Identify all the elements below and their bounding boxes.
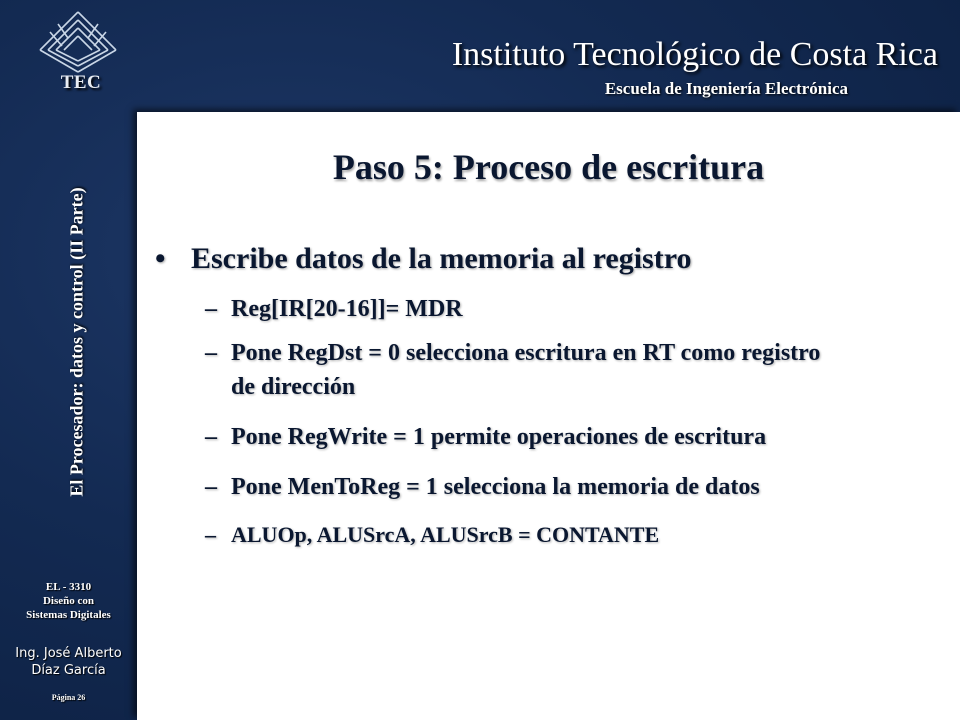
author-line-1: Ing. José Alberto: [15, 646, 122, 661]
course-name-line-2: Sistemas Digitales: [26, 609, 111, 621]
main-bullet-text: Escribe datos de la memoria al registro: [191, 242, 692, 275]
vertical-title: El Procesador: datos y control (II Parte): [66, 187, 87, 497]
institute-name: Instituto Tecnológico de Costa Rica: [451, 36, 938, 73]
sub-bullet-item: [205, 292, 825, 326]
sub-bullet-item: [205, 336, 825, 404]
sub-bullet-item: [205, 470, 825, 504]
sub-bullet-list: [205, 292, 825, 568]
dash-marker: –: [205, 340, 217, 366]
slide-title: Paso 5: Proceso de escritura: [332, 147, 765, 187]
course-code: EL - 3310: [45, 581, 92, 593]
sub-bullet-text: ALUOp, ALUSrcA, ALUSrcB = CONTANTE: [231, 522, 660, 547]
vertical-title-container: [62, 112, 92, 572]
sub-bullet-text: Pone RegDst = 0 selecciona escritura en RT como registro de dirección: [231, 340, 821, 400]
dash-marker: –: [205, 296, 217, 322]
dash-marker: –: [205, 522, 216, 547]
sub-bullet-text: Pone MenToReg = 1 selecciona la memoria de datos: [231, 474, 760, 500]
course-info: [0, 580, 137, 622]
main-bullet: [155, 242, 691, 276]
course-name-line-1: Diseño con: [42, 595, 95, 607]
author-info: [0, 645, 137, 679]
dash-marker: –: [205, 424, 217, 450]
author-line-2: Díaz García: [31, 663, 106, 678]
dash-marker: –: [205, 474, 217, 500]
logo-text: TEC: [60, 72, 102, 93]
sub-bullet-item: [205, 518, 825, 552]
school-name: Escuela de Ingeniería Electrónica: [604, 79, 848, 98]
sub-bullet-text: Reg[IR[20-16]]= MDR: [231, 296, 463, 322]
content-panel: [137, 112, 960, 720]
sub-bullet-item: [205, 420, 825, 454]
bullet-marker: •: [155, 242, 166, 275]
sub-bullet-text: Pone RegWrite = 1 permite operaciones de escritura: [231, 424, 767, 450]
page-number: Página 26: [51, 693, 86, 702]
